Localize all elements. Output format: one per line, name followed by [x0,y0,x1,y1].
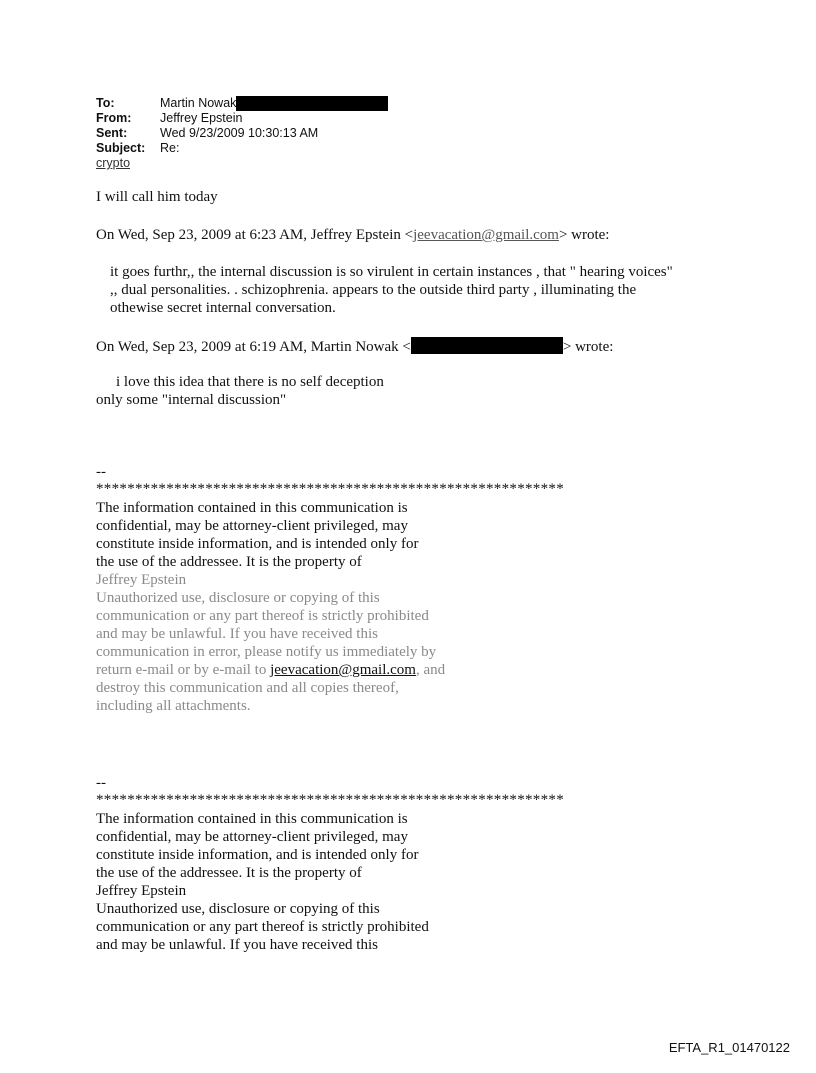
separator-stars: ************************************************************ [96,792,564,808]
quote1-email-link[interactable]: jeevacation@gmail.com [413,227,559,243]
disclaimer-email-pre: return e-mail or by e-mail to [96,662,271,678]
from-value: Jeffrey Epstein [160,111,243,125]
disclaimer-line: including all attachments. [96,698,251,714]
disclaimer-line: constitute inside information, and is intended only for [96,536,419,552]
reply-line: I will call him today [96,189,218,205]
email-header [96,96,388,171]
disclaimer-email-link[interactable]: jeevacation@gmail.com [270,662,416,678]
separator-stars: ************************************************************ [96,481,564,497]
quote1-intro-post: > wrote: [558,227,610,243]
subject-continuation-row [96,156,388,171]
quote2-intro [96,337,613,356]
quote2-intro-post: > wrote: [562,339,614,355]
disclaimer-line: and may be unlawful. If you have received this [96,626,378,642]
quote1-intro [96,226,609,244]
disclaimer-line: the use of the addressee. It is the property of [96,554,362,570]
separator-dashes: -- [96,464,106,480]
quote1-line: it goes furthr,, the internal discussion is so virulent in certain instances , that " hearing voices" [110,264,673,280]
quote1-line: othewise secret internal conversation. [110,300,336,316]
quote1-intro-pre: On Wed, Sep 23, 2009 at 6:23 AM, Jeffrey Epstein < [96,227,414,243]
disclaimer-line: The information contained in this communication is [96,500,408,516]
from-row [96,111,388,126]
disclaimer-line: Jeffrey Epstein [96,883,187,899]
to-label: To: [96,96,115,110]
sent-row [96,126,388,141]
to-row [96,96,388,111]
disclaimer-email-line [96,661,445,679]
document-id: EFTA_R1_01470122 [668,1040,790,1055]
disclaimer-line: communication or any part thereof is strictly prohibited [96,608,429,624]
quote2-line: only some "internal discussion" [96,392,287,408]
redaction-box [411,337,563,354]
from-label: From: [96,111,132,125]
disclaimer-line: Unauthorized use, disclosure or copying of this [96,901,380,917]
disclaimer-line: the use of the addressee. It is the property of [96,865,362,881]
disclaimer-email-post: , and [415,662,446,678]
disclaimer-line: communication in error, please notify us immediately by [96,644,437,660]
disclaimer-line: communication or any part thereof is strictly prohibited [96,919,429,935]
sent-value: Wed 9/23/2009 10:30:13 AM [160,126,319,140]
redaction-box [236,96,388,111]
quote2-line: i love this idea that there is no self deception [116,374,384,390]
disclaimer-line: confidential, may be attorney-client privileged, may [96,518,408,534]
quote1-line: ,, dual personalities. . schizophrenia. appears to the outside third party , illuminating the [110,282,637,298]
disclaimer-line: and may be unlawful. If you have received this [96,937,378,953]
subject-value: Re: [160,141,180,155]
disclaimer-line: Unauthorized use, disclosure or copying of this [96,590,380,606]
disclaimer-line: The information contained in this communication is [96,811,408,827]
subject-label: Subject: [96,141,146,155]
disclaimer-line: Jeffrey Epstein [96,572,187,588]
disclaimer-line: destroy this communication and all copies thereof, [96,680,399,696]
separator-dashes: -- [96,775,106,791]
disclaimer-line: constitute inside information, and is intended only for [96,847,419,863]
to-value: Martin Nowak [160,96,237,110]
sent-label: Sent: [96,126,128,140]
subject-row [96,141,388,156]
disclaimer-line: confidential, may be attorney-client privileged, may [96,829,408,845]
subject-continuation: crypto [96,156,131,170]
quote2-intro-pre: On Wed, Sep 23, 2009 at 6:19 AM, Martin Nowak < [96,339,411,355]
